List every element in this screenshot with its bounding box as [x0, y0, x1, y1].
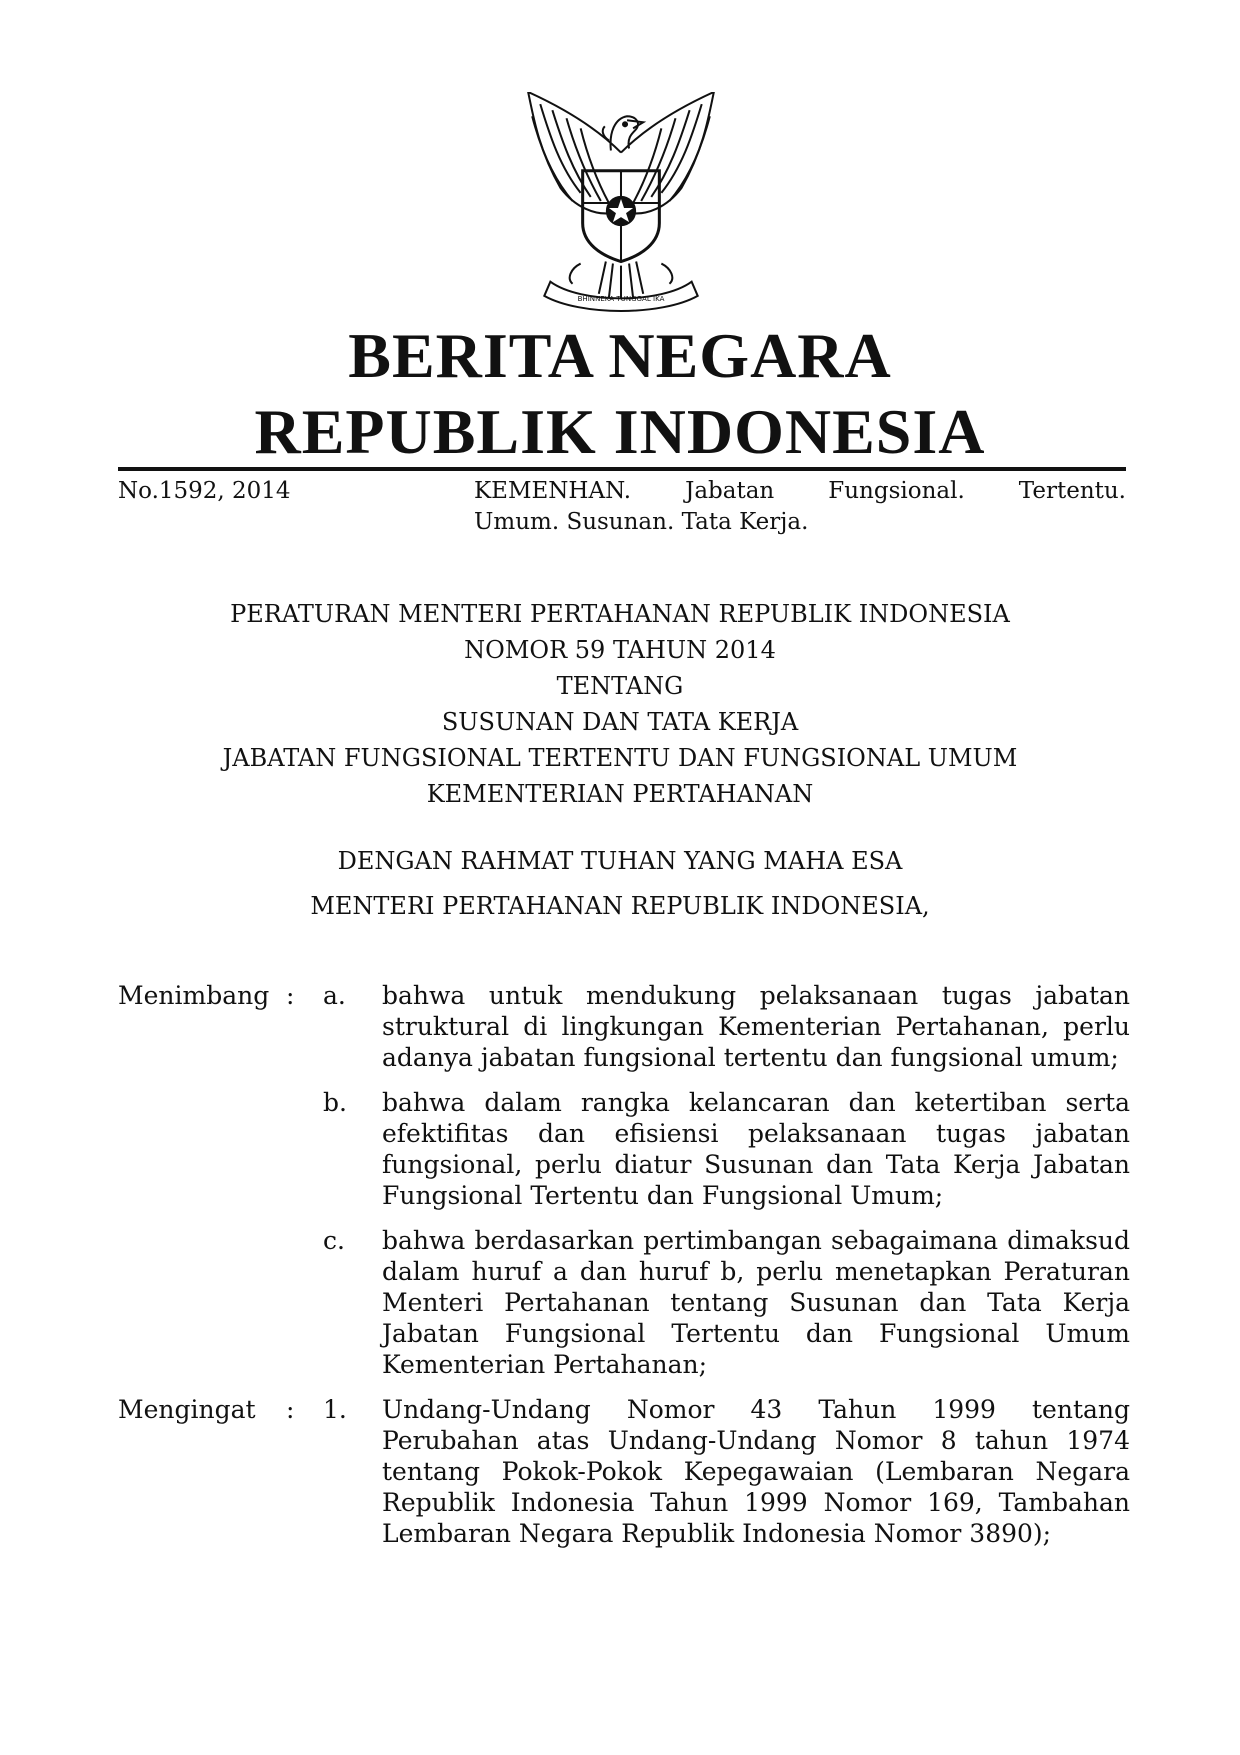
gazette-subject-line-1: KEMENHAN. Jabatan Fungsional. Tertentu.: [474, 478, 1126, 504]
item-marker: a.: [323, 981, 346, 1010]
menimbang-colon: :: [286, 981, 295, 1010]
garuda-emblem-icon: [510, 92, 732, 314]
title-line-1: PERATURAN MENTERI PERTAHANAN REPUBLIK INDONESIA: [230, 600, 1010, 628]
masthead-line-1: BERITA NEGARA: [348, 320, 892, 391]
item-marker: b.: [323, 1088, 347, 1117]
item-text: Undang-Undang Nomor 43 Tahun 1999 tentang Perubahan atas Undang-Undang Nomor 8 tahun 1974 tentang Pokok-Pokok Kepegawaian (Lembaran Negara Republik Indonesia Tahun 1999 Nomor 169, Tambahan Lembaran Negara Republik Indonesia Nomor 3890);: [382, 1395, 1130, 1548]
mengingat-section: [118, 1394, 1130, 1549]
opening-formula: [0, 839, 1240, 929]
item-text: bahwa berdasarkan pertimbangan sebagaimana dimaksud dalam huruf a dan huruf b, perlu menetapkan Peraturan Menteri Pertahanan tentang Susunan dan Tata Kerja Jabatan Fungsional Tertentu dan Fungsional Umum Kementerian Pertahanan;: [382, 1226, 1130, 1379]
list-item: [118, 1087, 1130, 1211]
item-marker: c.: [323, 1226, 345, 1255]
masthead-line-2: REPUBLIK INDONESIA: [254, 396, 986, 467]
gazette-subject-line-2: Umum. Susunan. Tata Kerja.: [474, 509, 809, 535]
gazette-subject: [474, 476, 1126, 538]
regulation-body: [118, 980, 1130, 1563]
mengingat-label: Mengingat: [118, 1395, 256, 1424]
regulation-title: [0, 596, 1240, 812]
item-text: bahwa untuk mendukung pelaksanaan tugas jabatan struktural di lingkungan Kementerian Pertahanan, perlu adanya jabatan fungsional tertentu dan fungsional umum;: [382, 981, 1130, 1072]
list-item: [118, 980, 1130, 1073]
mengingat-colon: :: [286, 1395, 295, 1424]
list-item: [118, 1225, 1130, 1380]
opening-line-2: MENTERI PERTAHANAN REPUBLIK INDONESIA,: [310, 892, 930, 920]
opening-line-1: DENGAN RAHMAT TUHAN YANG MAHA ESA: [337, 847, 903, 875]
title-line-4: SUSUNAN DAN TATA KERJA: [441, 708, 799, 736]
title-line-5: JABATAN FUNGSIONAL TERTENTU DAN FUNGSIONAL UMUM: [222, 744, 1018, 772]
title-line-3: TENTANG: [556, 672, 684, 700]
list-item: [118, 1394, 1130, 1549]
item-marker: 1.: [323, 1395, 347, 1424]
gazette-number: No.1592, 2014: [118, 478, 291, 504]
title-line-6: KEMENTERIAN PERTAHANAN: [426, 780, 814, 808]
emblem-motto: BHINNEKA TUNGGAL IKA: [577, 293, 665, 303]
item-text: bahwa dalam rangka kelancaran dan ketertiban serta efektifitas dan efisiensi pelaksanaan tugas jabatan fungsional, perlu diatur Susunan dan Tata Kerja Jabatan Fungsional Tertentu dan Fungsional Umum;: [382, 1088, 1130, 1210]
title-line-2: NOMOR 59 TAHUN 2014: [464, 636, 776, 664]
menimbang-section: [118, 980, 1130, 1380]
masthead-divider: [118, 467, 1126, 471]
menimbang-label: Menimbang: [118, 981, 270, 1010]
